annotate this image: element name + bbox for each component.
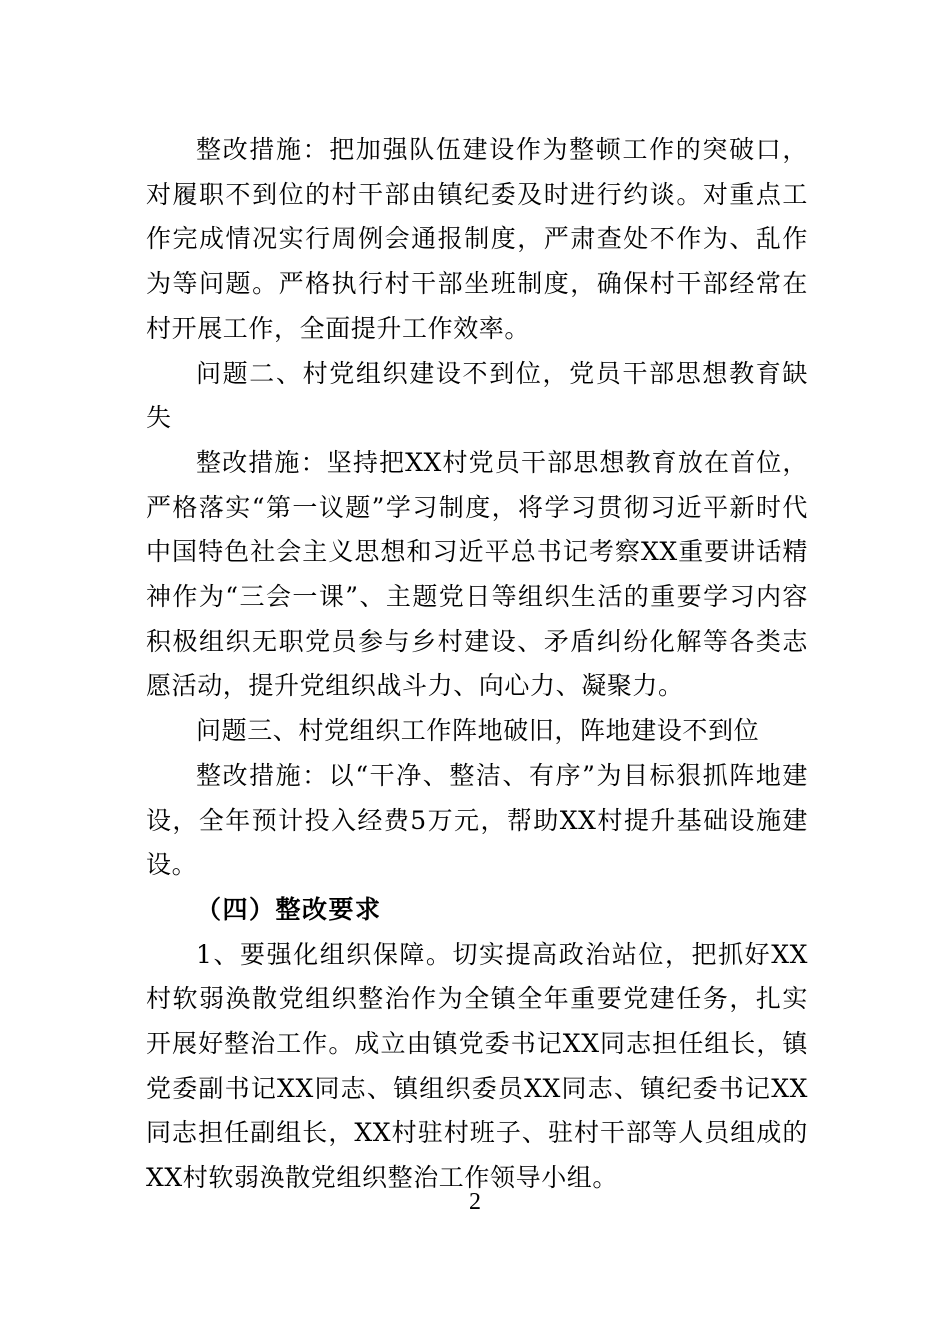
paragraph-rectification-measures-2: 整改措施：坚持把XX村党员干部思想教育放在首位，严格落实“第一议题”学习制度，将学习贯彻习近平新时代中国特色社会主义思想和习近平总书记考察XX重要讲话精神作为“三会一课”、主题党日等组织生活的重要学习内容积极组织无职党员参与乡村建设、矛盾纠纷化解等各类志愿活动，提升党组织战斗力、向心力、凝聚力。 (146, 447, 808, 701)
section-heading-requirements: （四）整改要求 (196, 894, 382, 924)
paragraph-problem-two: 问题二、村党组织建设不到位，党员干部思想教育缺失 (146, 358, 808, 433)
paragraph-rectification-measures-3: 整改措施：以“干净、整洁、有序”为目标狠抓阵地建设，全年预计投入经费5万元，帮助XX村提升基础设施建设。 (146, 760, 808, 880)
paragraph-rectification-measures-1: 整改措施：把加强队伍建设作为整顿工作的突破口，对履职不到位的村干部由镇纪委及时进行约谈。对重点工作完成情况实行周例会通报制度，严肃查处不作为、乱作为等问题。严格执行村干部坐班制度，确保村干部经常在村开展工作，全面提升工作效率。 (146, 135, 808, 343)
paragraph-requirement-1: 1、要强化组织保障。切实提高政治站位，把抓好XX村软弱涣散党组织整治作为全镇全年重要党建任务，扎实开展好整治工作。成立由镇党委书记XX同志担任组长，镇党委副书记XX同志、镇组织委员XX同志、镇纪委书记XX同志担任副组长，XX村驻村班子、驻村干部等人员组成的XX村软弱涣散党组织整治工作领导小组。 (146, 939, 808, 1193)
body-text (146, 128, 808, 1201)
paragraph-problem-three: 问题三、村党组织工作阵地破旧，阵地建设不到位 (196, 716, 760, 746)
page-number: 2 (469, 1189, 481, 1215)
